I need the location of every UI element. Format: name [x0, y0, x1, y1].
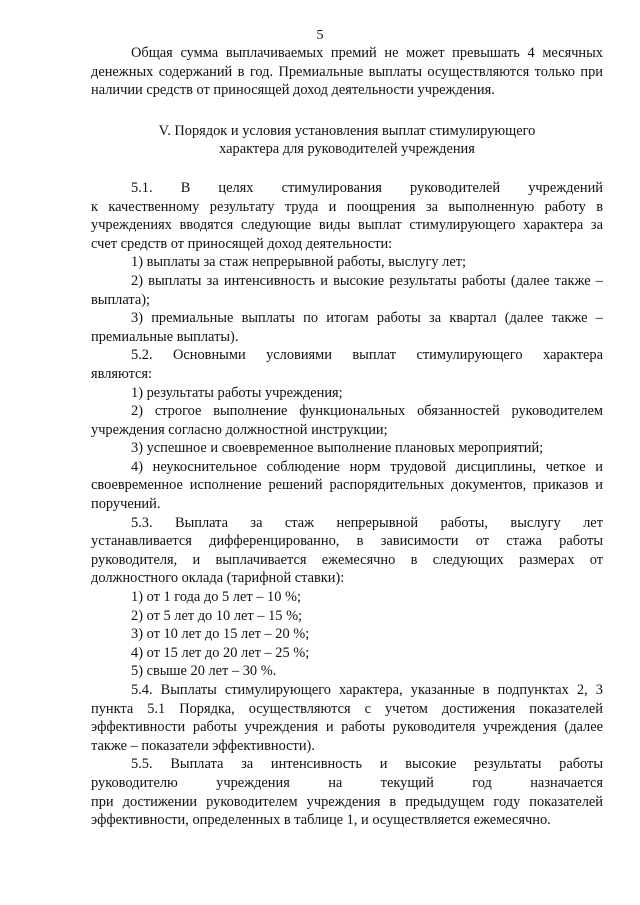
- clause-5-2-item-2: 2) строгое выполнение функциональных обязанностей руководителем учреждения согласно должностной инструкции;: [91, 403, 603, 438]
- clause-5-1: [91, 179, 603, 346]
- intro-paragraph: Общая сумма выплачиваемых премий не может превышать 4 месячных денежных содержаний в год. Премиальные выплаты осуществляются только при наличии средств от приносящей доход деятельности учреждения.: [91, 45, 603, 99]
- clause-5-1-item-3: 3) премиальные выплаты по итогам работы за квартал (далее также – премиальные выплаты).: [91, 310, 603, 345]
- section-heading-line-1: V. Порядок и условия установления выплат стимулирующего: [158, 122, 536, 139]
- section-heading: [91, 122, 603, 159]
- clause-5-5-second-line: руководителю учреждения на текущий год назначается: [91, 774, 603, 791]
- clause-5-5-first-line: 5.5. Выплата за интенсивность и высокие результаты работы: [131, 756, 603, 773]
- clause-5-1-item-1: 1) выплаты за стаж непрерывной работы, выслугу лет;: [131, 254, 467, 271]
- clause-5-5-text: при достижении руководителем учреждения в предыдущем году показателей эффективности, определенных в таблице 1, и осуществляется ежемесячно.: [91, 793, 603, 829]
- clause-5-1-item-2: 2) выплаты за интенсивность и высокие результаты работы (далее также – выплата);: [91, 272, 603, 308]
- clause-5-2-first-line: 5.2. Основными условиями выплат стимулирующего характера: [131, 347, 603, 364]
- clause-5-3-item-1: 1) от 1 года до 5 лет – 10 %;: [131, 589, 302, 606]
- clause-5-2-text: являются:: [91, 365, 153, 382]
- section-heading-line-2: характера для руководителей учреждения: [219, 141, 475, 158]
- clause-5-1-first-line: 5.1. В целях стимулирования руководителей учреждений: [131, 179, 603, 196]
- clause-5-3-text: устанавливается дифференцированно, в зависимости от стажа работы руководителя, и выплачивается ежемесячно в следующих размерах от должностного оклада (тарифной ставки):: [91, 533, 603, 587]
- clause-5-3-first-line: 5.3. Выплата за стаж непрерывной работы, выслугу лет: [131, 514, 603, 531]
- clause-5-3-item-3: 3) от 10 лет до 15 лет – 20 %;: [131, 626, 310, 643]
- clause-5-1-text: к качественному результату труда и поощрения за выполненную работу в учреждениях вводятся следующие виды выплат стимулирующего характера за счет средств от приносящей доход деятельности:: [91, 198, 603, 252]
- clause-5-4: 5.4. Выплаты стимулирующего характера, указанные в подпунктах 2, 3 пункта 5.1 Порядка, осуществляются с учетом достижения показателей эффективности работы учреждения и работы руководителя учреждения (далее также – показатели эффективности).: [91, 682, 603, 754]
- clause-5-5: [91, 755, 603, 829]
- clause-5-3-item-4: 4) от 15 лет до 20 лет – 25 %;: [131, 644, 310, 661]
- page-number: 5: [316, 28, 324, 43]
- clause-5-2: [91, 346, 603, 513]
- document-body: [91, 44, 603, 830]
- clause-5-2-item-1: 1) результаты работы учреждения;: [131, 384, 343, 401]
- clause-5-2-item-3: 3) успешное и своевременное выполнение плановых мероприятий;: [131, 440, 544, 457]
- clause-5-3: [91, 514, 603, 681]
- clause-5-2-item-4: 4) неукоснительное соблюдение норм трудовой дисциплины, четкое и своевременное исполнение решений распорядительных документов, приказов и поручений.: [91, 458, 603, 513]
- clause-5-3-item-5: 5) свыше 20 лет – 30 %.: [131, 663, 277, 680]
- clause-5-3-item-2: 2) от 5 лет до 10 лет – 15 %;: [131, 607, 303, 624]
